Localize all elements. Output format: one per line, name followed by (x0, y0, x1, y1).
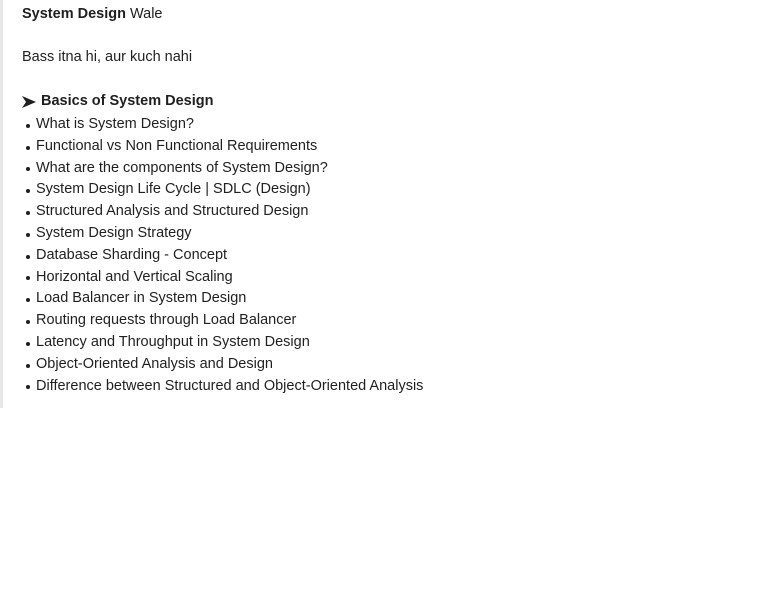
bullet-icon (26, 364, 30, 368)
topic-section (22, 92, 742, 397)
topic-item (22, 158, 742, 180)
bullet-icon (26, 385, 30, 389)
arrow-right-icon (22, 95, 36, 107)
topic-label: Load Balancer in System Design (36, 290, 247, 307)
bullet-icon (26, 233, 30, 237)
bullet-icon (26, 255, 30, 259)
post-tagline: Bass itna hi, aur kuch nahi (22, 49, 193, 65)
post-title (22, 5, 163, 23)
topic-label: What is System Design? (36, 116, 194, 132)
topic-item (22, 201, 742, 223)
bullet-icon (26, 124, 30, 128)
topic-item (22, 354, 742, 376)
bullet-icon (26, 320, 30, 324)
topic-list (22, 114, 742, 397)
bullet-icon (26, 146, 30, 150)
topic-item (22, 376, 742, 398)
topic-label: Routing requests through Load Balancer (36, 312, 297, 329)
post-title-bold: System Design (22, 6, 126, 22)
topic-item (22, 114, 742, 136)
topic-item (22, 223, 742, 245)
post-title-rest: Wale (130, 6, 163, 22)
bullet-icon (26, 189, 30, 193)
topic-label: Object-Oriented Analysis and Design (36, 355, 273, 372)
topic-item (22, 267, 742, 289)
topic-item (22, 310, 742, 332)
topic-label: System Design Life Cycle | SDLC (Design) (36, 181, 311, 198)
topic-item (22, 288, 742, 310)
topic-label: Difference between Structured and Object-Oriented Analysis (36, 377, 424, 394)
section-heading-label: Basics of System Design (41, 93, 214, 109)
topic-label: Functional vs Non Functional Requirements (36, 137, 318, 154)
topic-item (22, 245, 742, 267)
bullet-icon (26, 298, 30, 302)
bullet-icon (26, 211, 30, 215)
bullet-icon (26, 167, 30, 171)
topic-item (22, 136, 742, 158)
topic-label: What are the components of System Design? (36, 159, 328, 176)
topic-item (22, 332, 742, 354)
topic-label: Database Sharding - Concept (36, 246, 228, 263)
topic-label: Horizontal and Vertical Scaling (36, 268, 233, 285)
topic-label: Structured Analysis and Structured Design (36, 203, 309, 220)
bullet-icon (26, 342, 30, 346)
topic-label: System Design Strategy (36, 224, 192, 241)
section-heading (22, 92, 742, 110)
topic-label: Latency and Throughput in System Design (36, 333, 310, 350)
topic-item (22, 179, 742, 201)
bullet-icon (26, 276, 30, 280)
